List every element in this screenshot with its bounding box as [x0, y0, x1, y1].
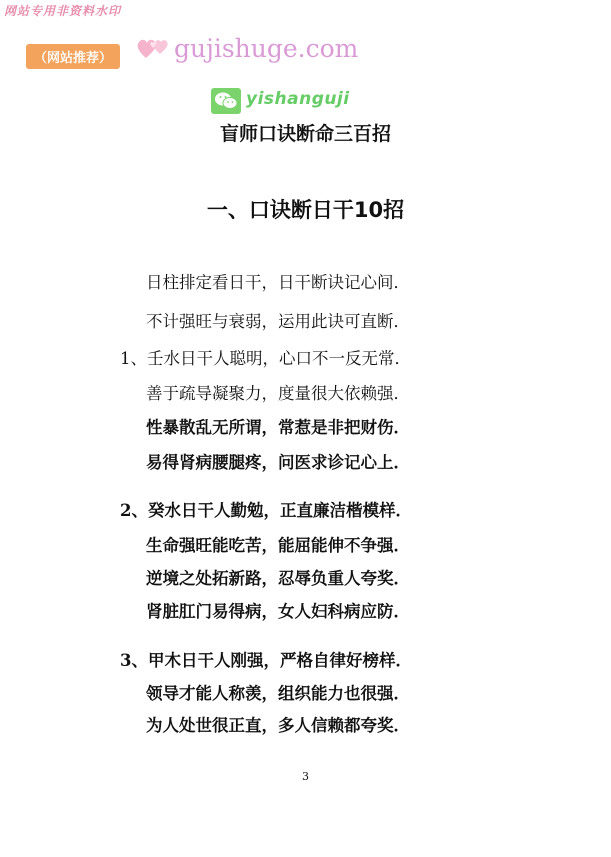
page-title: 盲师口诀断命三百招: [219, 123, 391, 145]
site-url: gujishuge.com: [174, 34, 359, 63]
verse-line: 性暴散乱无所谓，常惹是非把财伤．: [146, 418, 410, 437]
wechat-id: yishanguji: [246, 89, 350, 109]
section-heading: 一、口诀断日干10招: [206, 198, 405, 222]
site-recommend-badge: （网站推荐）: [26, 44, 120, 69]
hearts-icon: [136, 34, 172, 62]
verse-line: 生命强旺能吃苦，能屈能伸不争强．: [146, 536, 410, 555]
watermark-text: 网站专用非资料水印: [4, 4, 122, 18]
verse-line: 1、壬水日干人聪明，心口不一反无常．: [120, 349, 411, 368]
verse-line: 肾脏肛门易得病，女人妇科病应防．: [146, 602, 410, 621]
verse-line: 易得肾病腰腿疼，问医求诊记心上．: [146, 453, 410, 472]
verse-line: 善于疏导凝聚力，度量很大依赖强．: [146, 384, 410, 403]
verse-line: 逆境之处拓新路，忍辱负重人夸奖．: [146, 569, 410, 588]
verse-line: 领导才能人称羡，组织能力也很强．: [146, 684, 410, 703]
verse-line: 为人处世很正直，多人信赖都夸奖．: [146, 716, 410, 735]
page-number: 3: [302, 770, 309, 783]
verse-line: 2、癸水日干人勤勉，正直廉洁楷模样．: [120, 501, 412, 520]
wechat-icon: [211, 88, 241, 114]
verse-line: 日柱排定看日干，日干断诀记心间．: [146, 273, 410, 292]
verse-line: 不计强旺与衰弱，运用此诀可直断．: [146, 312, 410, 331]
verse-line: 3、甲木日干人刚强，严格自律好榜样．: [120, 651, 412, 670]
